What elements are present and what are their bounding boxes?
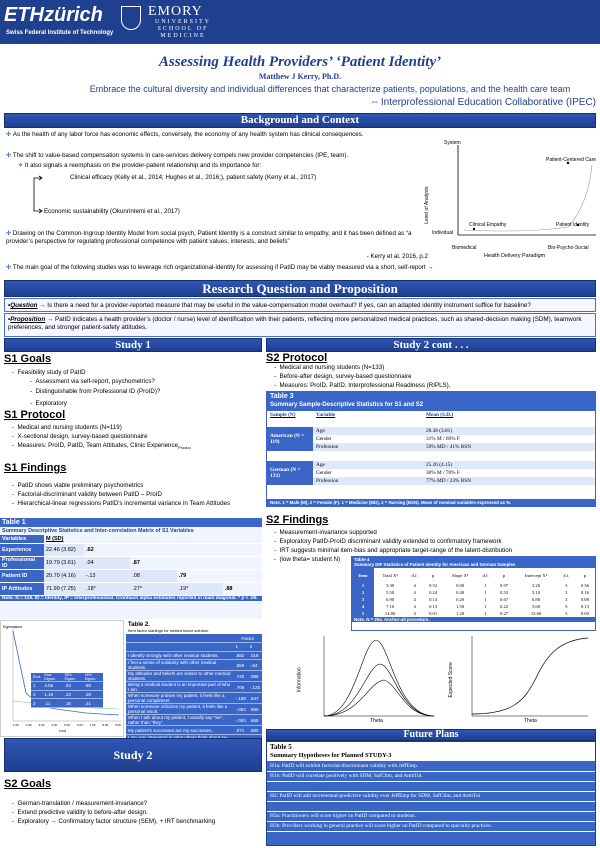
table1: [0, 518, 262, 619]
s2-goal-3: - Exploratory → Confirmatory factor structure (SEM), + IRT benchmarking: [12, 818, 216, 825]
emory-logo: EMORY: [148, 4, 203, 19]
table-row: When someone criticizes my patient, it feels like a personal insult. -.063 .690: [126, 704, 262, 715]
eth-logo: ETHzürich: [4, 4, 103, 26]
info-x-label: Theta: [370, 718, 383, 724]
background-heading: Background and Context: [4, 113, 596, 128]
table-row: H1b: PatID will correlate positively with SDM, SafClim, and AmbTol.: [267, 771, 595, 781]
table-row: When I talk about my patient, I usually say "we", rather than "they". -.053 .665: [126, 715, 262, 726]
table-row: Patient ID 20.70 (4.16) -.13 .08 .79: [0, 569, 262, 582]
background-p2: ✢ The shift to value-based compensation systems in care-services delivery compels new provider competencies (IPE, team).: [6, 152, 349, 159]
table-row: American (N = 119) Age 28.38 (3.81): [267, 427, 595, 435]
background-p2c: Economic sustainability (Okunrintemi et al., 2017): [44, 208, 180, 215]
study2cont-heading: Study 2 cont . . .: [266, 338, 596, 352]
table-row: H3a: Practitioners will score higher on PatID compared to students.: [267, 811, 595, 821]
table-row: My attitudes and beliefs are similar to other medical students. .740 .085: [126, 671, 262, 682]
fig-y-label: Level of Analysis: [424, 186, 431, 224]
table-row: 1 4.56 .34 .60: [31, 682, 103, 691]
s1-goals-heading: S1 Goals: [4, 353, 52, 365]
s2-finding-3: - IRT suggests minimal item-bias and appropriate target-range of the latent-distribution: [274, 547, 513, 554]
fig-y-top: System: [444, 140, 461, 146]
s2-goals-heading: S2 Goals: [4, 778, 52, 790]
table-row: 1 3.30 4 0.52 0.00 1 0.97 3.20 3 0.36: [352, 582, 595, 589]
fig-x-right: Bio-Psycho-Social: [548, 245, 589, 251]
fig-pt-centered: Patient-Centered Care: [546, 157, 597, 163]
s2-finding-1: - Measurement-invariance supported: [274, 529, 377, 536]
esc-y-label: Expected Score: [447, 662, 454, 698]
s1-protocol-heading: S1 Protocol: [4, 409, 66, 421]
background-p2a: ✧ It also signals a reemphasis on the provider-patient relationship and its importance for:: [18, 162, 262, 169]
s1-finding-3: - Hierarchical-linear regressions PatID's incremental variance in Team Attitudes: [12, 500, 231, 507]
s2-goal-1: - German-translation / measurement-invariance?: [12, 800, 148, 807]
table-row: 3 6.90 4 0.14 0.20 1 0.67 6.80 3 0.08: [352, 596, 595, 603]
table-row: I feel a sense of solidarity with other medical students. .859 -.54: [126, 660, 262, 671]
s1-goal-1: - Feasibility study of PatID: [12, 369, 86, 376]
table5-title: Summary Hypotheses for Planned STUDY-3: [267, 752, 595, 761]
poster-title: Assessing Health Providers’ ‘Patient Identity’: [158, 54, 442, 70]
table3: [266, 391, 596, 507]
s2-protocol-heading: S2 Protocol: [266, 352, 328, 364]
tagline-source: -- Interprofessional Education Collaborative (IPEC): [371, 97, 596, 108]
info-curve-2: [324, 664, 434, 716]
s2-protocol-3: - Measures: ProID, PatID, Interprofessional Readiness (RIPLS),: [274, 382, 451, 389]
table-row: Profession 77% MD / 23% BSN: [267, 477, 595, 485]
s1-protocol-3: - Measures: ProID, PatID, Team Attitudes, Clinic Experience$_{Produc}$: [12, 442, 191, 451]
background-p2b: Clinical efficacy (Kelly et al., 2014; Hughes et al., 2016;), patient safety (Kerry et al., 2017): [70, 174, 317, 181]
s1-finding-1: - PatID shows viable preliminary psychometrics: [12, 482, 144, 489]
s2-finding-4: - (low theta= student N): [274, 556, 341, 563]
table1-col-vars: Variables: [0, 535, 44, 543]
scree-x-label: root: [59, 728, 66, 733]
fig-pt-empathy: Clinical Empathy: [469, 222, 507, 228]
study1-heading: Study 1: [4, 338, 262, 352]
eth-logo-subtitle: Swiss Federal Institute of Technology: [6, 30, 114, 36]
information-plot: [300, 632, 438, 732]
table2-label: Table 2.: [126, 620, 262, 628]
table1-col-m: M (SD): [44, 535, 84, 543]
table-row: German (N = 133) Age 25.26 (4.15): [267, 461, 595, 469]
s1-goal-2: - Assessment via self-report, psychometrics?: [30, 378, 155, 385]
table4-title: Summary DIF Statistics of Patient Identity for American and German Samples: [352, 562, 595, 568]
scree-x-ticks: 1.00 2.00 3.00 4.00 5.00 6.00 7.00 8.00 9.00: [13, 723, 121, 727]
s2-protocol-1: - Medical and nursing students (N=133): [274, 364, 385, 371]
table2-title: Item factor loadings for related factor solution.: [126, 628, 262, 634]
research-proposition: •Proposition → PatID indicates a health provider’s (doctor / nurse) level of identification with their patients, reflecting more personalized medical practices, such as shared-decision making (SDM), teamwork preferences, and stronger patient-safety attitudes.: [4, 313, 596, 337]
table-row: 4 7.10 4 0.13 1.50 1 0.22 5.60 3 0.13: [352, 603, 595, 610]
table-row: I identify strongly with other medical students. .882 .018: [126, 651, 262, 660]
table2-grid: Factor 1 2 I identify strongly with other medical students. .882 .018 I feel a sense of solidarity with other medical students. .859 -.54 My attitudes and beliefs are similar to other medical students. .740 .085 Being a medical student is an important part of who I am. .706 -.125 When someone praises my patient, it feels like a personal compliment. -.169 .847 When someone criticizes my patient, it feels like a personal insult. -.063 .690 When I talk about my patient, I usually say "we", rather than "they". -.053 .665 My patient's successes are my successes. .071 .660: [126, 634, 262, 754]
table5-label: Table 5: [267, 742, 595, 752]
table-row: Experience 22.46 (3.82) .62: [0, 543, 262, 556]
table4-label: Table 4: [352, 557, 595, 562]
scree-mini-table: Root Raw Eigvec. 95% Eigvec. 95% Eigvec. 1 4.56 .34 .60 2 1.19 .23 .30 3 .11 .15 .21: [31, 673, 103, 708]
info-y-label: Information: [296, 667, 303, 693]
fig-x-left: Biomedical: [452, 245, 477, 251]
research-question: •Question → Is there a need for a provider-reported measure that may be useful in the value-compensation model overhaul? If yes, can an adapted identity instrument suffice for baseline?: [4, 298, 596, 312]
background-p3: ✢ Drawing on the Common-Ingroup Identity Model from social psych, Patient Identity is a construct similar to empathy, and it has been defined as “a provider’s perspective for regulating professional competence with patient values, interests, and beliefs”: [6, 230, 412, 245]
table4-grid: Item Total X² d.f. p Slope X² d.f. p Intercept X² d.f. p 1 3.30 4 0.52 0.00 1 0.97 3.20 3 0.36 2 5.50 4 0.24 0.40 1 0.53 5.10 3 0.16 3 6.90 4 0.14 0.20 1 0.67 6.80 3 0.08 4 7.10 4 0.13 1.50 1 0.22 5.60 3 0.13 5 14.80 4 0.01 1.20 1 0.27 13.60 3 0.00: [352, 568, 595, 617]
table5: [266, 741, 596, 846]
table1-grid: [0, 535, 262, 596]
table-row: 2 5.50 4 0.24 0.40 1 0.53 5.10 3 0.16: [352, 589, 595, 596]
s1-protocol-2: - X-sectional design, survey-based questionnaire: [12, 433, 148, 440]
table-row: IP Attitudes 71.99 (7.25) .18* .27* .19* .88: [0, 582, 262, 595]
s2-protocol-2: - Before-after design, survey-based questionnaire: [274, 373, 412, 380]
background-p1: ✢ As the health of any labor force has economic effects, conversely, the economy of any health system has clinical consequences.: [6, 131, 364, 138]
table1-note: Note. N = 119. ID = Identity, IP = Interprofessional. Cronbach alpha estimates reported in main diagonal. * p < .05.: [0, 596, 262, 601]
paradigm-figure: [428, 135, 598, 263]
emory-shield-icon: [121, 6, 141, 30]
table-row: Being a medical student is an important part of who I am. .706 -.125: [128, 682, 260, 693]
emory-logo-subtitle: UNIVERSITY SCHOOL OF MEDICINE: [155, 19, 211, 39]
esc-curve: [472, 638, 588, 714]
scree-plot: [0, 620, 124, 737]
expected-score-plot: [452, 632, 592, 732]
s2-findings-heading: S2 Findings: [266, 514, 329, 526]
table4: [351, 556, 596, 631]
tagline: Embrace the cultural diversity and individual differences that characterize patients, populations, and the health care team: [89, 84, 571, 94]
future-heading: Future Plans: [266, 729, 596, 741]
fig-pt-patient: Patient Identity: [556, 222, 590, 228]
table-row: My patient's successes are my successes. .071 .660: [126, 726, 262, 735]
table3-title: Summary Sample-Descriptive Statistics for S1 and S2: [267, 401, 595, 411]
table-row: H2: PatID will add incremental-predictive validity over JeffEmp for SDM, SafClim, and AmbTol: [267, 791, 595, 801]
table4-note: Note. N = 254. Anchor-all procedure.: [352, 617, 595, 622]
table-row: H1a: PatID will exhibit factorial-discriminant validity with JeffEmp.: [267, 761, 595, 771]
s1-goal-4: - Exploratory: [30, 400, 67, 407]
table-row: Profession 59% MD / 41% BSN: [267, 443, 595, 451]
table-row: Professional ID 19.79 (3.61) .04 .87: [0, 556, 262, 569]
scree-caption: Eigenvalues: [3, 625, 23, 629]
s1-finding-2: - Factorial-discriminant validity between PatID – ProID: [12, 491, 162, 498]
table-row: H3b: Providers working in general practice will score higher on PatID compared to specialty practices.: [267, 821, 595, 831]
table-row: When someone praises my patient, it feels like a personal compliment. -.169 .847: [126, 693, 262, 704]
study2-heading: Study 2: [4, 738, 262, 772]
fig-y-bottom: Individual: [432, 230, 454, 236]
table2: [126, 620, 262, 737]
s1-protocol-1: - Medical and nursing students (N=119): [12, 424, 122, 431]
table-row: [267, 801, 595, 811]
table3-note: Note. 1 = Male (M), 2 = Female (F). 1 = Medicine (MD), 2 = Nursing (BSN). Mean of nominal variables expressed as %.: [267, 499, 595, 506]
table-row: 3 .11 .15 .21: [31, 699, 103, 708]
s2-goal-2: - Extend predictive validity to before-after design.: [12, 809, 148, 816]
bracket-arrow-icon: [30, 175, 44, 215]
author: Matthew J Kerry, Ph.D.: [258, 72, 342, 81]
table-row: 2 1.19 .23 .30: [31, 690, 103, 699]
table-row: Gender 30% M / 70% F: [316, 470, 460, 476]
research-heading: Research Question and Proposition: [4, 280, 596, 297]
table1-title: Summary Descriptive Statistics and Inter-correlation Matrix of S1 Variables: [2, 528, 194, 534]
table-row: [267, 781, 595, 791]
table-row: 5 14.80 4 0.01 1.20 1 0.27 13.60 3 0.00: [352, 610, 595, 617]
table3-grid: Sample (N) Variable Mean (S.D.) American (N = 119) Age 28.38 (3.81) Gender 31% M / 69% F Profession 59% MD / 41% BSN German (N = 133) Age 25.26 (4.15) Gender 30% M / 70% F Profession 77% MD / 23% BSN: [267, 411, 595, 485]
esc-x-label: Theta: [524, 718, 537, 724]
s1-findings-heading: S1 Findings: [4, 462, 67, 474]
background-p3-cite: - Kerry et al. 2016, p.2: [366, 253, 428, 260]
s1-goal-3: - Distinguishable from Professional ID (ProID)?: [30, 388, 161, 395]
background-p4: ✢ The main goal of the following studies was to leverage rich organizational-identity for assessing if PatID may be viably measured via a short, self-report →: [6, 264, 434, 271]
table3-label: Table 3: [267, 392, 595, 401]
table5-grid: [267, 761, 595, 832]
s2-finding-2: - Exploratory PatID-ProID discriminant validity extended to confirmatory framework: [274, 538, 502, 545]
table-row: Gender 31% M / 69% F: [316, 436, 460, 442]
fig-x-label: Health Delivery Paradigm: [484, 253, 546, 259]
table1-label: Table 1: [0, 518, 262, 527]
info-curve-1: [324, 640, 434, 716]
